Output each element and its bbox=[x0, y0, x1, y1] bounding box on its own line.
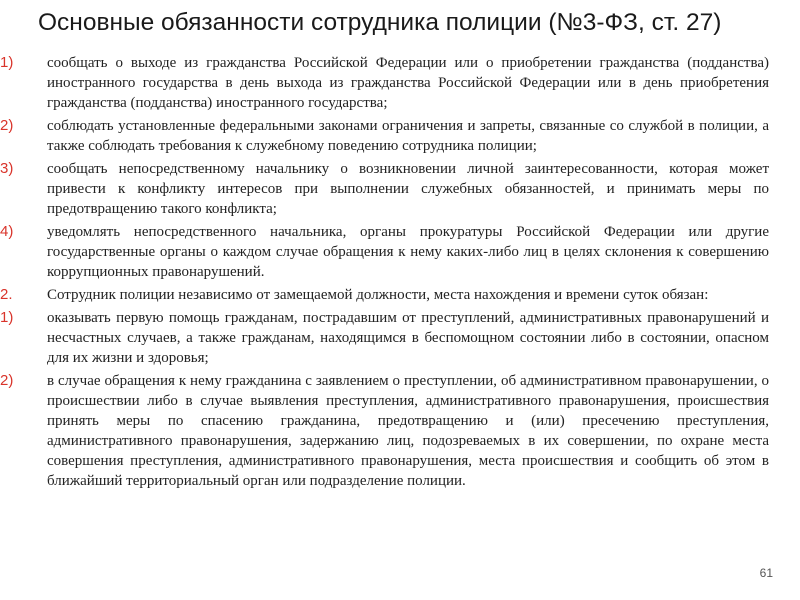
list-item bbox=[0, 53, 800, 113]
list-item-text: в случае обращения к нему гражданина с заявлением о преступлении, об административном правонарушении, о происшествии либо в случае выявления преступления, административного правонарушения, происшествия принять меры по спасению гражданина, предотвращению и (или) пресечению преступления, административного правонарушения, задержанию лиц, подозреваемых в их совершении, по охране места совершения преступления, административного правонарушения, места происшествия и сообщить об этом в ближайший территориальный орган или подразделение полиции. bbox=[47, 373, 769, 489]
list-item bbox=[0, 371, 800, 491]
list-item bbox=[0, 222, 800, 282]
list-item-text: уведомлять непосредственного начальника, органы прокуратуры Российской Федерации или другие государственные органы о каждом случае обращения к нему каких-либо лиц в целях склонения к совершению коррупционных правонарушений. bbox=[47, 224, 769, 280]
list-marker: 1) bbox=[0, 309, 14, 326]
list-item bbox=[0, 159, 800, 219]
list-item-text: сообщать непосредственному начальнику о возникновении личной заинтересованности, которая может привести к конфликту интересов при выполнении служебных обязанностей, и принимать меры по предотвращению такого конфликта; bbox=[47, 161, 769, 217]
list-marker: 2) bbox=[0, 117, 14, 134]
list-item-text: оказывать первую помощь гражданам, пострадавшим от преступлений, административных правонарушений и несчастных случаев, а также гражданам, находящимся в беспомощном состоянии либо в состоянии, опасном для их жизни и здоровья; bbox=[47, 310, 769, 366]
list-marker: 4) bbox=[0, 223, 14, 240]
list-item bbox=[0, 308, 800, 368]
list-marker: 2. bbox=[0, 286, 13, 303]
page-number: 61 bbox=[759, 566, 773, 580]
list-item-text: Сотрудник полиции независимо от замещаемой должности, места нахождения и времени суток обязан: bbox=[47, 287, 709, 303]
duties-list bbox=[0, 53, 800, 494]
list-marker: 1) bbox=[0, 54, 14, 71]
list-item-text: соблюдать установленные федеральными законами ограничения и запреты, связанные со службой в полиции, а также соблюдать требования к служебному поведению сотрудника полиции; bbox=[47, 118, 769, 154]
list-item bbox=[0, 116, 800, 156]
list-item-text: сообщать о выходе из гражданства Российской Федерации или о приобретении гражданства (подданства) иностранного государства в день выхода из гражданства Российской Федерации или в день приобретения гражданства (подданства) иностранного государства; bbox=[47, 55, 769, 111]
list-marker: 2) bbox=[0, 372, 14, 389]
slide-title: Основные обязанности сотрудника полиции (№3-ФЗ, ст. 27) bbox=[38, 9, 722, 36]
list-marker: 3) bbox=[0, 160, 14, 177]
list-item bbox=[0, 285, 800, 305]
